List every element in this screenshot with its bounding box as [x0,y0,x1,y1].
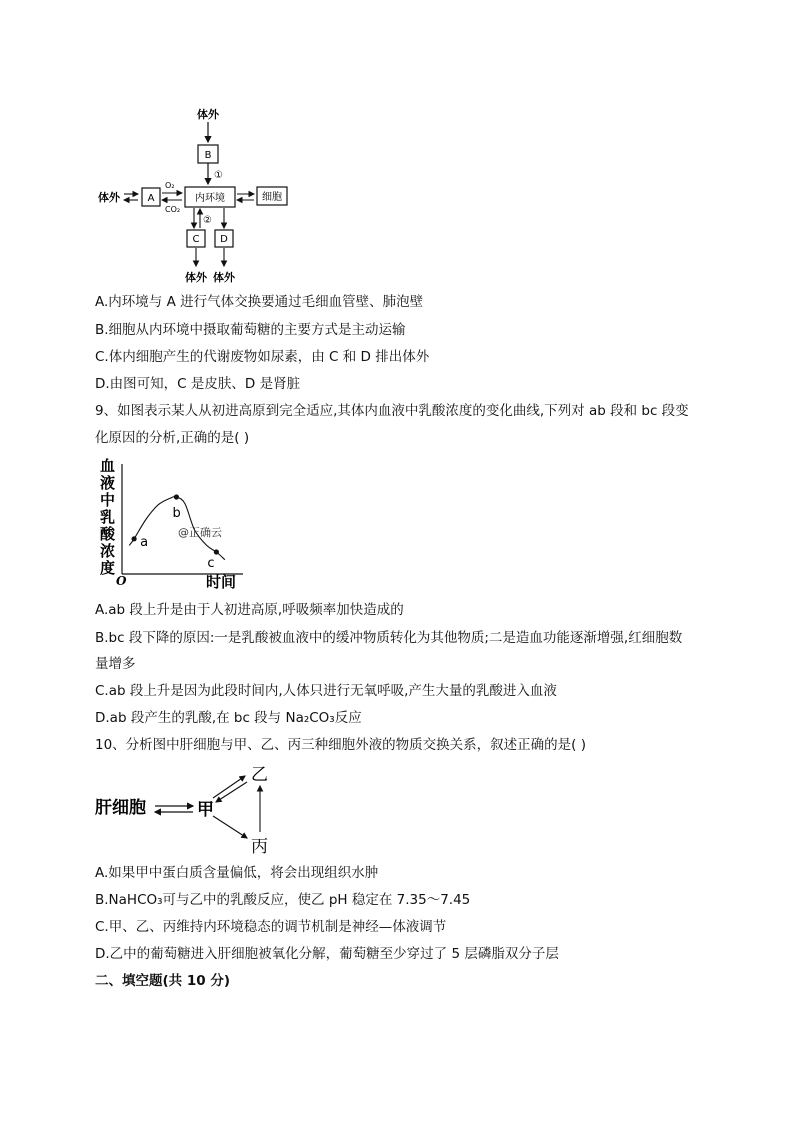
circle-2-label: ② [203,215,212,226]
y-axis-label-char: 度 [100,559,116,577]
internal-environment-label: 内环境 [195,193,225,204]
q9-stem-line1: 9、如图表示某人从初进高原到完全适应,其体内血液中乳酸浓度的变化曲线,下列对 ab 段和 bc 段变 [95,403,689,419]
q8-option-d: D.由图可知，C 是皮肤、D 是肾脏 [95,376,301,392]
point-label-b: b [172,506,181,521]
q10-option-b: B.NaHCO₃可与乙中的乳酸反应，使乙 pH 稳定在 7.35～7.45 [95,892,471,908]
q10-option-d: D.乙中的葡萄糖进入肝细胞被氧化分解，葡萄糖至少穿过了 5 层磷脂双分子层 [95,946,559,962]
q8-option-c: C.体内细胞产生的代谢废物如尿素，由 C 和 D 排出体外 [95,349,430,365]
yi-label: 乙 [251,765,268,785]
point-c [214,549,219,554]
y-axis-label-char: 酸 [100,525,116,543]
point-b [174,494,179,499]
q10-stem: 10、分析图中肝细胞与甲、乙、丙三种细胞外液的物质交换关系，叙述正确的是( ) [95,737,587,753]
watermark: @正确云 [178,526,222,539]
y-axis-label-char: 乳 [100,508,116,526]
point-a [132,536,137,541]
origin-label: O [116,574,127,588]
q9-option-d: D.ab 段产生的乳酸,在 bc 段与 Na₂CO₃反应 [95,710,362,726]
circle-1-label: ① [214,170,223,181]
q9-option-c: C.ab 段上升是因为此段时间内,人体只进行无氧呼吸,产生大量的乳酸进入血液 [95,683,557,699]
internal-environment-diagram [90,100,300,290]
q8-option-b: B.细胞从内环境中摄取葡萄糖的主要方式是主动运输 [95,322,406,338]
bing-label: 丙 [251,837,268,857]
box-b-label: B [204,150,212,161]
box-d-label: D [220,234,228,245]
top-outside-label: 体外 [197,108,219,121]
q9-option-a: A.ab 段上升是由于人初进高原,呼吸频率加快造成的 [95,602,404,618]
q10-option-a: A.如果甲中蛋白质含量偏低，将会出现组织水肿 [95,865,379,881]
o2-label: O₂ [165,181,175,190]
q8-option-a: A.内环境与 A 进行气体交换要通过毛细血管壁、肺泡壁 [95,294,424,310]
box-c-label: C [192,234,200,245]
left-outside-label: 体外 [98,191,120,204]
co2-label: CO₂ [165,205,181,214]
liver-cell-diagram [95,760,295,860]
q9-option-b: B.bc 段下降的原因:一是乳酸被血液中的缓冲物质转化为其他物质;二是造血功能逐渐增强,红细胞数 [95,630,683,646]
q9-stem-line2: 化原因的分析,正确的是( ) [95,430,250,446]
point-label-a: a [140,534,149,550]
lactate-chart [98,456,248,591]
y-axis-label-char: 浓 [100,542,116,560]
cell-label: 细胞 [262,192,282,203]
q10-option-c: C.甲、乙、丙维持内环境稳态的调节机制是神经—体液调节 [95,919,447,935]
section-2-heading: 二、填空题(共 10 分) [95,973,231,989]
bottom-c-label: 体外 [185,271,207,284]
jia-label: 甲 [197,800,214,820]
chart-ylabel [100,457,116,577]
point-label-c: c [207,556,215,571]
box-a-label: A [147,193,155,204]
liver-cell-label: 肝细胞 [95,798,146,818]
q9-option-b-cont: 量增多 [95,656,136,672]
x-axis-label: 时间 [206,573,237,591]
y-axis-label-char: 血 [100,457,116,475]
y-axis-label-char: 中 [100,491,116,509]
y-axis-label-char: 液 [100,474,116,492]
bottom-d-label: 体外 [213,271,235,284]
